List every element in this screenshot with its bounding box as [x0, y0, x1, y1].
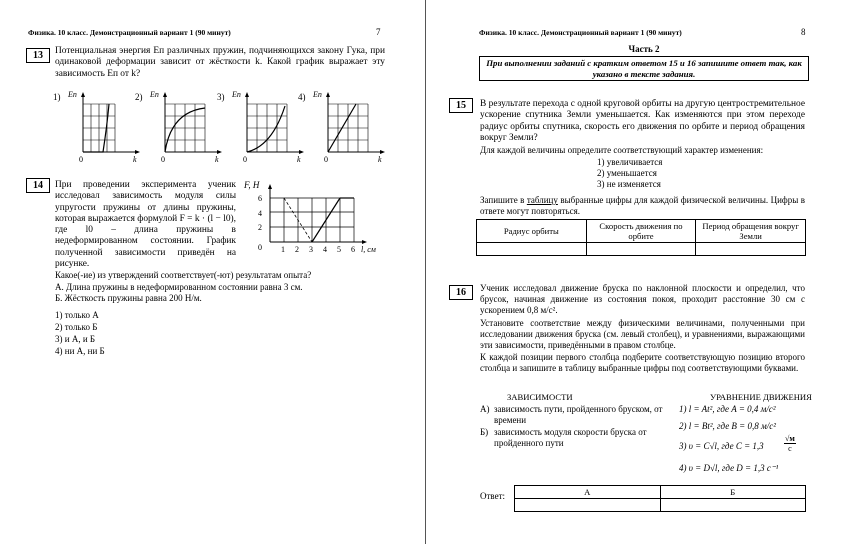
y-axis-label: Eп — [313, 90, 322, 99]
question-14-text: При проведении эксперимента ученик исследовал зависимость модуля силы упругости пружины от длины пружины, которая выражается формулой F = k · (l − l0), где l0 – длина пружины в недеформированном состоянии. График полученной зависимости приведён на рисунке. — [55, 180, 236, 270]
left-item-a: А) зависимость пути, пройденного бруском, от времени — [480, 404, 663, 425]
answer-options — [55, 310, 105, 357]
chart-x-label: l, см — [361, 245, 376, 254]
table-header: Период обращения вокруг Земли — [696, 220, 806, 243]
y-tick: 4 — [258, 209, 262, 218]
y-tick: 6 — [258, 194, 262, 203]
graph-3 — [217, 86, 307, 169]
answer-cell[interactable] — [586, 243, 696, 256]
change-options — [597, 157, 662, 190]
x-tick: 6 — [351, 245, 355, 254]
question-16-text2: Установите соответствие между физическими величинами, полученными при исследовании движения бруска (см. левый столбец), и уравнениями, выражающими эти зависимости, приведёнными в правом столбце. — [480, 318, 805, 350]
option-1[interactable]: 1) только А — [55, 310, 99, 320]
page-number: 7 — [376, 27, 381, 37]
table-header: А — [515, 486, 661, 499]
page-header: Физика. 10 класс. Демонстрационный вариант 1 (90 минут) — [479, 28, 682, 37]
y-tick: 0 — [258, 243, 262, 252]
graph-label: 3) — [217, 92, 225, 102]
x-tick: 1 — [281, 245, 285, 254]
x-axis-label: k — [378, 155, 382, 164]
answer-label: Ответ: — [480, 491, 506, 501]
x-axis-label: k — [133, 155, 137, 164]
question-15-write: Запишите в таблицу выбранные цифры для каждой физической величины. Цифры в ответе могут повторяться. — [480, 195, 805, 216]
question-15-instruction: Для каждой величины определите соответствующий характер изменения: — [480, 145, 764, 155]
y-axis-label: Eп — [150, 90, 159, 99]
table-header: Скорость движения по орбите — [586, 220, 696, 243]
option-2[interactable]: 2) только Б — [55, 322, 98, 332]
question-16-text3: К каждой позиции первого столбца подберите соответствующую позицию второго столбца и запишите в таблицу выбранные цифры под соответствующими буквами. — [480, 352, 805, 373]
x-axis-label: k — [215, 155, 219, 164]
answer-cell-a[interactable] — [515, 499, 661, 512]
answer-cell[interactable] — [477, 243, 587, 256]
chart-y-label: F, Н — [244, 180, 260, 190]
statement-b: Б. Жёсткость пружины равна 200 Н/м. — [55, 293, 202, 303]
change-option: 3) не изменяется — [597, 179, 661, 189]
graph-4 — [298, 86, 388, 169]
graph-label: 4) — [298, 92, 306, 102]
answer-cell-b[interactable] — [660, 499, 806, 512]
x-tick: 3 — [309, 245, 313, 254]
page-header: Физика. 10 класс. Демонстрационный вариант 1 (90 минут) — [28, 28, 231, 37]
x-tick: 5 — [337, 245, 341, 254]
option-4[interactable]: 4) ни А, ни Б — [55, 346, 105, 356]
graph-2 — [135, 86, 225, 169]
part-instructions: При выполнении заданий с кратким ответом 15 и 16 запишите ответ так, как указано в тексте задания. — [479, 56, 809, 81]
x-tick: 2 — [295, 245, 299, 254]
force-length-chart — [240, 176, 390, 267]
page-number: 8 — [801, 27, 806, 37]
question-number-15: 15 — [449, 98, 473, 113]
origin-label: 0 — [324, 155, 328, 164]
origin-label: 0 — [243, 155, 247, 164]
table-header: Б — [660, 486, 806, 499]
statement-a: А. Длина пружины в недеформированном состоянии равна 3 см. — [55, 282, 303, 292]
x-axis-label: k — [297, 155, 301, 164]
origin-label: 0 — [79, 155, 83, 164]
question-number-16: 16 — [449, 285, 473, 300]
option-3[interactable]: 3) и А, и Б — [55, 334, 96, 344]
left-item-b: Б) зависимость модуля скорости бруска от пройденного пути — [480, 427, 647, 448]
question-number-13: 13 — [26, 48, 50, 63]
right-page — [427, 0, 853, 544]
right-item-4: 4) υ = D√l, где D = 1,3 с⁻¹ — [679, 463, 779, 473]
answer-table-15 — [476, 219, 806, 256]
change-option: 2) уменьшается — [597, 168, 657, 178]
question-13-text: Потенциальная энергия Eп различных пружин, подчиняющихся закону Гука, при одинаковой деформации зависит от жёсткости k. Какой график выражает эту зависимость Eп от k? — [55, 46, 385, 79]
y-axis-label: Eп — [232, 90, 241, 99]
graph-1 — [53, 86, 143, 169]
question-15-text: В результате перехода с одной круговой орбиты на другую центростремительное ускорение спутника Земли уменьшается. Как изменяются при этом переходе радиус орбиты спутника, скорость его движения по орбите и период обращения вокруг Земли? — [480, 99, 805, 143]
answer-cell[interactable] — [696, 243, 806, 256]
graph-label: 1) — [53, 92, 61, 102]
answer-table-16 — [514, 485, 806, 512]
right-item-1: 1) l = At², где A = 0,4 м/с² — [679, 404, 776, 414]
left-column-header: ЗАВИСИМОСТИ — [507, 392, 573, 402]
graph-label: 2) — [135, 92, 143, 102]
part-title: Часть 2 — [628, 44, 660, 54]
right-item-2: 2) l = Bt², где B = 0,8 м/с² — [679, 421, 776, 431]
x-tick: 4 — [323, 245, 327, 254]
y-axis-label: Eп — [68, 90, 77, 99]
change-option: 1) увеличивается — [597, 157, 663, 167]
left-page — [0, 0, 426, 544]
question-number-14: 14 — [26, 178, 50, 193]
right-column-header: УРАВНЕНИЕ ДВИЖЕНИЯ — [710, 392, 812, 402]
right-item-3: 3) υ = C√l, где C = 1,3 — [679, 441, 764, 451]
table-header: Радиус орбиты — [477, 220, 587, 243]
question-14-prompt: Какое(-ие) из утверждений соответствует(-ют) результатам опыта? — [55, 270, 312, 280]
c-units: √м с — [785, 434, 795, 453]
origin-label: 0 — [161, 155, 165, 164]
y-tick: 2 — [258, 223, 262, 232]
question-16-text: Ученик исследовал движение бруска по наклонной плоскости и определил, что брусок, начиная движение из состояния покоя, проходит расстояние 30 см с ускорением 0,8 м/с². — [480, 283, 805, 315]
